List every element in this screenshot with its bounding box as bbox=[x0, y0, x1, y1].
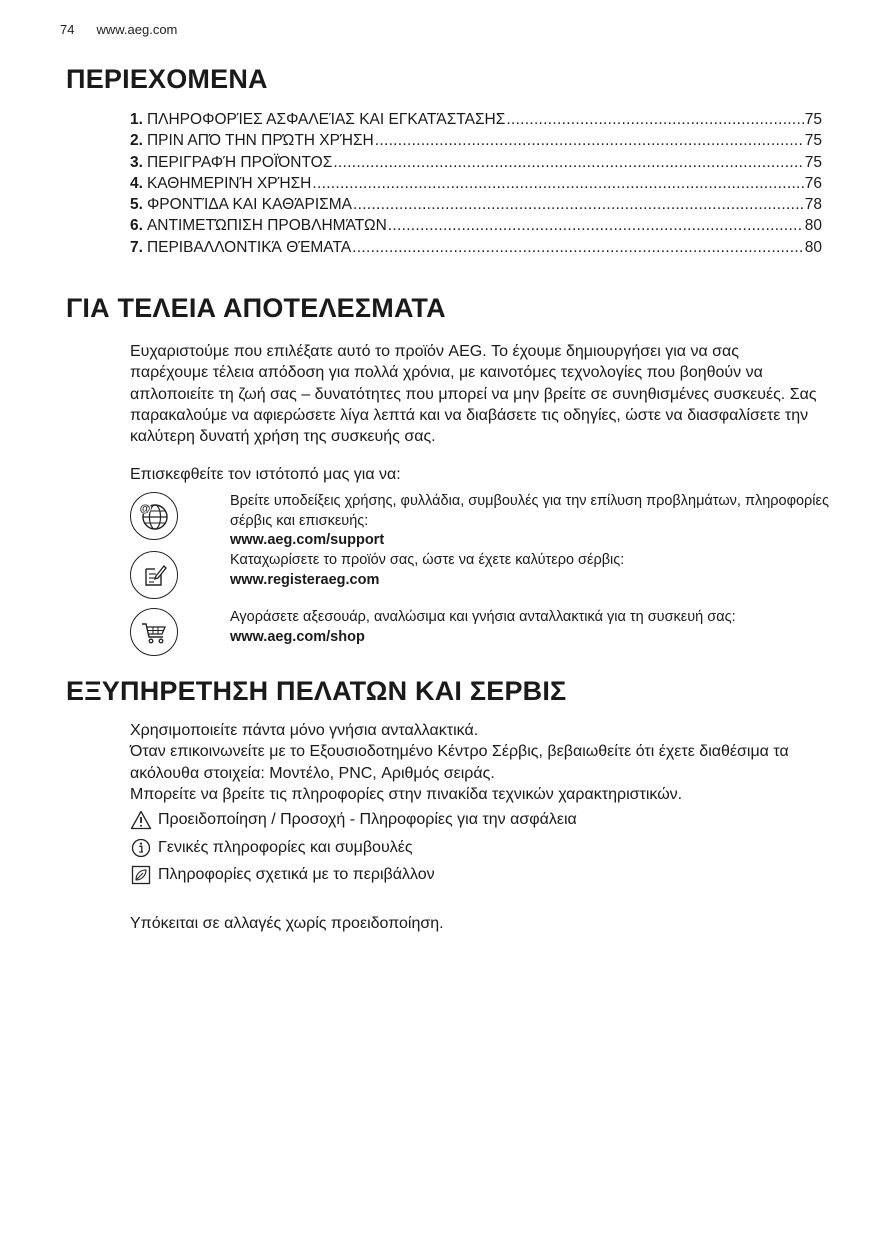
support-url-link[interactable]: www.aeg.com/support bbox=[230, 532, 385, 548]
toc-item-number: 7. bbox=[130, 238, 143, 256]
shop-description: Αγοράσετε αξεσουάρ, αναλώσιμα και γνήσια ανταλλακτικά για τη συσκευή σας: bbox=[230, 609, 736, 625]
toc-item-number: 3. bbox=[130, 153, 143, 171]
toc-item[interactable] bbox=[130, 175, 822, 196]
legend-warning bbox=[130, 810, 577, 830]
toc-item-page: 80 bbox=[804, 238, 822, 256]
toc-leader bbox=[352, 239, 804, 257]
toc-item[interactable] bbox=[130, 154, 822, 175]
legend-environment-text: Πληροφορίες σχετικά με το περιβάλλον bbox=[158, 866, 435, 883]
toc-item-page: 75 bbox=[804, 111, 822, 128]
toc-item[interactable] bbox=[130, 217, 822, 238]
legend-warning-text: Προειδοποίηση / Προσοχή - Πληροφορίες για την ασφάλεια bbox=[158, 811, 577, 828]
toc-item-label: ΑΝΤΙΜΕΤΏΠΙΣΗ ΠΡΟΒΛΗΜΆΤΩΝ bbox=[146, 217, 387, 235]
cart-icon bbox=[130, 608, 178, 656]
toc-item-page: 75 bbox=[804, 132, 822, 150]
page-number: 74 bbox=[60, 22, 75, 37]
leaf-icon bbox=[130, 865, 152, 885]
toc-item[interactable] bbox=[130, 132, 822, 153]
shop-url-link[interactable]: www.aeg.com/shop bbox=[230, 628, 365, 645]
toc-item-label: ΠΕΡΙΒΑΛΛΟΝΤΙΚΆ ΘΈΜΑΤΑ bbox=[146, 238, 352, 256]
toc-item-page: 75 bbox=[804, 153, 822, 171]
toc-item[interactable] bbox=[130, 239, 822, 260]
warning-icon bbox=[130, 810, 152, 830]
header-site: www.aeg.com bbox=[96, 22, 178, 37]
legend-info-text: Γενικές πληροφορίες και συμβουλές bbox=[158, 839, 413, 856]
table-of-contents bbox=[130, 111, 822, 260]
toc-leader bbox=[388, 217, 804, 235]
toc-item-page: 78 bbox=[804, 196, 822, 214]
results-title: ΓΙΑ ΤΕΛΕΙΑ ΑΠΟΤΕΛΕΣΜΑΤΑ bbox=[66, 293, 446, 323]
toc-item-number: 5. bbox=[130, 196, 143, 214]
toc-item-number: 1. bbox=[130, 111, 143, 128]
change-notice: Υπόκειται σε αλλαγές χωρίς προειδοποίηση. bbox=[130, 915, 444, 932]
toc-item-page: 76 bbox=[804, 174, 822, 192]
toc-item-label: ΚΑΘΗΜΕΡΙΝΉ ΧΡΉΣΗ bbox=[146, 174, 312, 192]
toc-item-label: ΦΡΟΝΤΊΔΑ ΚΑΙ ΚΑΘΆΡΙΣΜΑ bbox=[146, 196, 352, 214]
toc-item-label: ΠΛΗΡΟΦΟΡΊΕΣ ΑΣΦΑΛΕΊΑΣ ΚΑΙ ΕΓΚΑΤΆΣΤΑΣΗΣ bbox=[146, 111, 506, 128]
toc-title: ΠΕΡΙΕΧΟΜΕΝΑ bbox=[66, 64, 268, 94]
legend-info bbox=[130, 838, 413, 858]
toc-leader bbox=[506, 111, 803, 129]
toc-item-number: 6. bbox=[130, 217, 143, 235]
service-line-rating-plate: Μπορείτε να βρείτε τις πληροφορίες στην πινακίδα τεχνικών χαρακτηριστικών. bbox=[130, 786, 683, 803]
service-line-contact: Όταν επικοινωνείτε με το Εξουσιοδοτημένο Κέντρο Σέρβις, βεβαιωθείτε ότι έχετε διαθέσιμα τα ακόλουθα στοιχεία: Μοντέλο, PNC, Αριθμός σειράς. bbox=[130, 743, 789, 782]
shop-link-row bbox=[130, 608, 830, 660]
service-line-parts: Χρησιμοποιείτε πάντα μόνο γνήσια ανταλλακτικά. bbox=[130, 722, 479, 739]
support-link-row bbox=[130, 492, 830, 548]
toc-item-label: ΠΕΡΙΓΡΑΦΉ ΠΡΟΪΌΝΤΟΣ bbox=[146, 153, 333, 171]
toc-leader bbox=[375, 132, 804, 150]
toc-item-label: ΠΡΙΝ ΑΠΌ ΤΗΝ ΠΡΏΤΗ ΧΡΉΣΗ bbox=[146, 132, 374, 150]
toc-leader bbox=[333, 154, 803, 172]
shop-text-block bbox=[230, 608, 830, 647]
toc-item-number: 4. bbox=[130, 174, 143, 192]
support-text-block bbox=[230, 492, 830, 551]
register-icon bbox=[130, 551, 178, 599]
globe-icon bbox=[130, 492, 178, 540]
toc-leader bbox=[312, 175, 803, 193]
register-url-link[interactable]: www.registeraeg.com bbox=[230, 571, 380, 588]
toc-leader bbox=[353, 196, 804, 214]
toc-item[interactable] bbox=[130, 196, 822, 217]
toc-item[interactable] bbox=[130, 111, 822, 132]
svg-text:@: @ bbox=[139, 503, 151, 515]
register-description: Καταχωρίσετε το προϊόν σας, ώστε να έχετε καλύτερο σέρβις: bbox=[230, 552, 625, 568]
visit-intro: Επισκεφθείτε τον ιστότοπό μας για να: bbox=[130, 466, 401, 483]
info-icon bbox=[130, 838, 152, 858]
register-text-block bbox=[230, 551, 830, 590]
intro-paragraph: Ευχαριστούμε που επιλέξατε αυτό το προϊόν AEG. Το έχουμε δημιουργήσει για να σας παρέχουμε τέλεια απόδοση για πολλά χρόνια, με καινοτόμες τεχνολογίες που βοηθούν να απλοποιείτε τη ζωή σας – δυνατότητες που μπορεί να μην βρείτε σε συνηθισμένες συσκευές. Σας παρακαλούμε να αφιερώσετε λίγα λεπτά και να διαβάσετε τις οδηγίες, ώστε να διασφαλίσετε την καλύτερη δυνατή χρήση της συσκευής σας. bbox=[130, 343, 817, 446]
legend-environment bbox=[130, 865, 435, 885]
service-title: ΕΞΥΠΗΡΕΤΗΣΗ ΠΕΛΑΤΩΝ ΚΑΙ ΣΕΡΒΙΣ bbox=[66, 676, 567, 706]
page-header bbox=[60, 22, 177, 37]
support-description: Βρείτε υποδείξεις χρήσης, φυλλάδια, συμβουλές για την επίλυση προβλημάτων, πληροφορίες σέρβις και επισκευής: bbox=[230, 493, 829, 529]
toc-item-number: 2. bbox=[130, 132, 143, 150]
register-link-row bbox=[130, 551, 830, 603]
toc-item-page: 80 bbox=[804, 217, 822, 235]
